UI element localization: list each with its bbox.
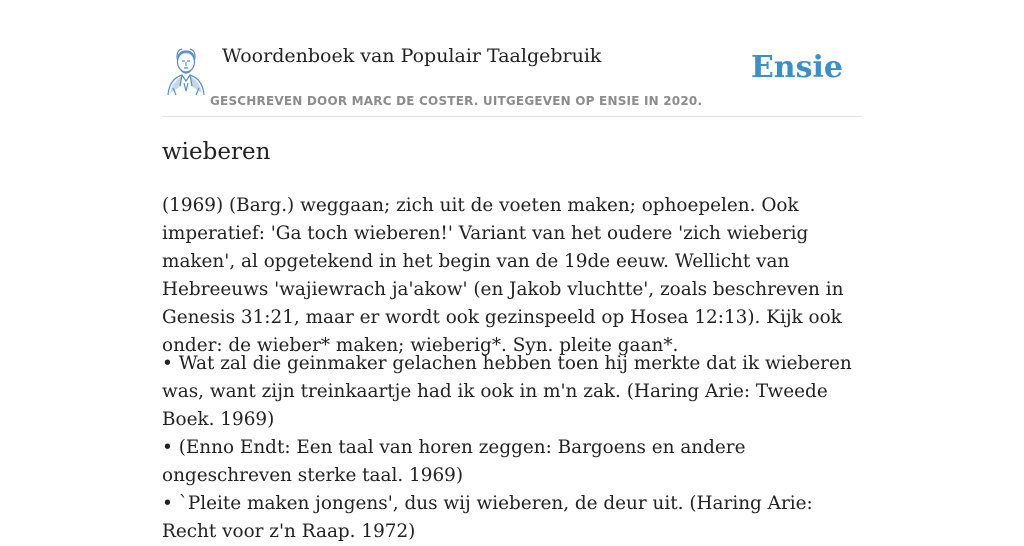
ensie-logo[interactable]: Ensie (750, 50, 843, 85)
dictionary-title[interactable]: Woordenboek van Populair Taalgebruik (222, 45, 602, 67)
author-byline: GESCHREVEN DOOR MARC DE COSTER. UITGEGEVEN OP ENSIE IN 2020. (210, 94, 703, 108)
citation-list (162, 350, 864, 546)
citation-item: • (Enno Endt: Een taal van horen zeggen: Bargoens en andere ongeschreven sterke taal. 1969) (162, 437, 746, 486)
entry-definition: (1969) (Barg.) weggaan; zich uit de voeten maken; ophoepelen. Ook imperatief: 'Ga toch wieberen!' Variant van het oudere 'zich wieberig maken', al opgetekend in het begin van de 19de eeuw. Wellicht van Hebreeuws 'wajiewrach ja'akow' (en Jakob vluchtte', zoals beschreven in Genesis 31:21, maar er wordt ook gezinspeeld op Hosea 12:13). Kijk ook onder: de wieber* maken; wieberig*. Syn. pleite gaan*. (162, 195, 844, 356)
author-portrait-icon (164, 46, 208, 96)
dictionary-header (162, 0, 862, 117)
entry-headword: wieberen (162, 139, 271, 165)
citation-item: • Wat zal die geinmaker gelachen hebben toen hij merkte dat ik wieberen was, want zijn treinkaartje had ik ook in m'n zak. (Haring Arie: Tweede Boek. 1969) (162, 353, 852, 430)
citation-item: • `Pleite maken jongens', dus wij wieberen, de deur uit. (Haring Arie: Recht voor z'n Raap. 1972) (162, 493, 813, 542)
